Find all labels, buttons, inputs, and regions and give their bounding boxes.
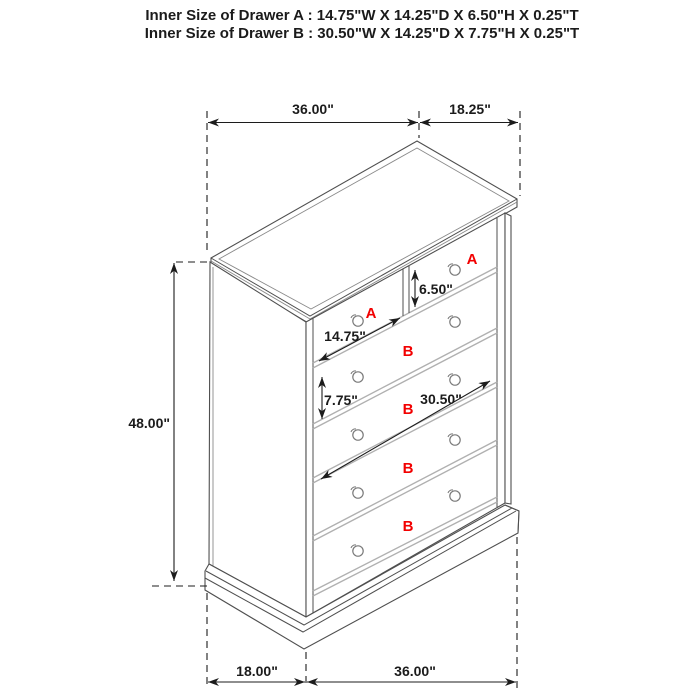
chest-right-side-edge xyxy=(505,213,511,504)
base-width-label: 36.00" xyxy=(394,663,436,679)
top-depth-label: 18.25" xyxy=(449,101,491,117)
drawer-a-mark: A xyxy=(365,305,377,322)
drawer-b-width-label: 30.50" xyxy=(420,391,462,407)
overall-height-label: 48.00" xyxy=(128,415,170,431)
chest-illustration xyxy=(205,141,519,649)
drawer-a-spec-text: Inner Size of Drawer A : 14.75"W X 14.25"D X 6.50"H X 0.25"T xyxy=(145,7,579,24)
drawer-b-mark: B xyxy=(402,518,414,535)
chest-left-side-panel xyxy=(209,262,306,617)
header-specs xyxy=(145,7,579,42)
drawer-a-width-label: 14.75" xyxy=(324,328,366,344)
top-width-label: 36.00" xyxy=(292,101,334,117)
drawer-a-height-label: 6.50" xyxy=(419,281,453,297)
base-depth-label: 18.00" xyxy=(236,663,278,679)
drawer-b-mark: B xyxy=(402,401,414,418)
drawer-b-mark: B xyxy=(402,460,414,477)
drawer-b-spec-text: Inner Size of Drawer B : 30.50"W X 14.25"D X 7.75"H X 0.25"T xyxy=(144,25,580,42)
drawer-b-height-label: 7.75" xyxy=(324,392,358,408)
drawer-b-mark: B xyxy=(402,343,414,360)
drawer-a-mark: A xyxy=(466,251,478,268)
